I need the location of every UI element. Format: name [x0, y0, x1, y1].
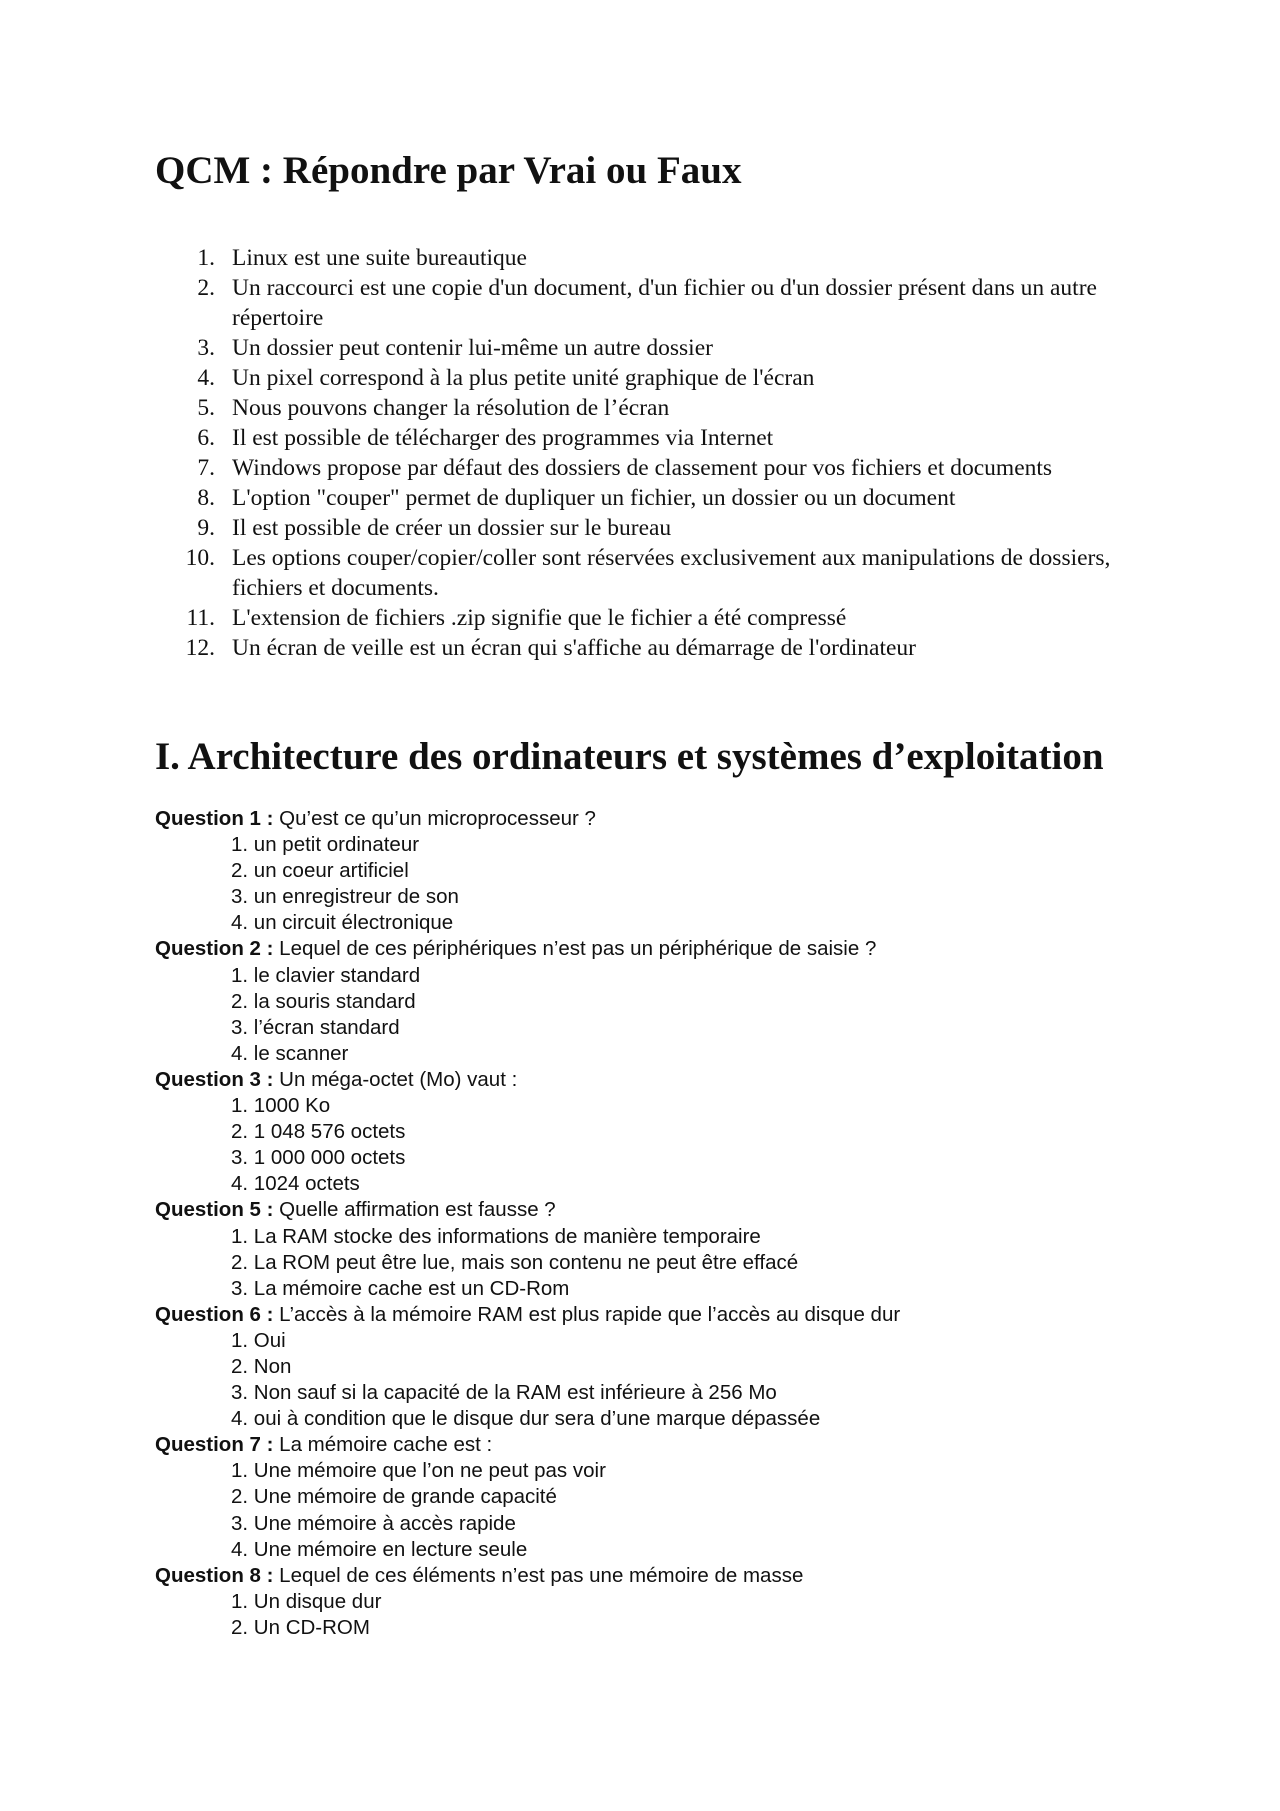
- option: 2. La ROM peut être lue, mais son contenu ne peut être effacé: [231, 1250, 799, 1274]
- list-item: [155, 543, 1155, 603]
- question-line: [155, 1302, 1155, 1328]
- item-text: Windows propose par défaut des dossiers de classement pour vos fichiers et documents: [232, 455, 1053, 481]
- option-list: [155, 1224, 1155, 1302]
- question-line: [155, 1067, 1155, 1093]
- list-item: [155, 273, 1155, 333]
- question-2: [155, 936, 1155, 1066]
- option-list: [155, 832, 1155, 936]
- option: 4. le scanner: [231, 1041, 349, 1065]
- question-text: Un méga-octet (Mo) vaut :: [279, 1067, 518, 1091]
- item-number: 6.: [197, 425, 215, 451]
- option: 2. Une mémoire de grande capacité: [231, 1485, 557, 1509]
- option: 4. 1024 octets: [231, 1172, 360, 1196]
- question-line: [155, 806, 1155, 832]
- option: 4. oui à condition que le disque dur sera d’une marque dépassée: [231, 1407, 821, 1431]
- question-1: [155, 806, 1155, 936]
- option: 4. Une mémoire en lecture seule: [231, 1537, 528, 1561]
- option: 3. La mémoire cache est un CD-Rom: [231, 1276, 570, 1300]
- list-item: [155, 363, 1155, 393]
- item-text: Il est possible de créer un dossier sur le bureau: [232, 515, 672, 541]
- option: 3. 1 000 000 octets: [231, 1146, 406, 1170]
- list-item: [155, 633, 1155, 663]
- question-5: [155, 1197, 1155, 1301]
- question-text: Lequel de ces éléments n’est pas une mémoire de masse: [279, 1563, 804, 1587]
- question-label: Question 3 :: [155, 1067, 274, 1091]
- question-line: [155, 1563, 1155, 1589]
- option: 1. 1000 Ko: [231, 1094, 331, 1118]
- option: 1. La RAM stocke des informations de manière temporaire: [231, 1224, 761, 1248]
- option: 3. l’écran standard: [231, 1015, 400, 1039]
- option-list: [155, 1589, 1155, 1641]
- question-label: Question 2 :: [155, 937, 274, 961]
- list-item: [155, 333, 1155, 363]
- item-text: L'extension de fichiers .zip signifie que le fichier a été compressé: [232, 605, 847, 631]
- question-line: [155, 1197, 1155, 1223]
- mcq-block: [155, 806, 1155, 1641]
- item-number: 1.: [197, 245, 215, 271]
- question-text: L’accès à la mémoire RAM est plus rapide que l’accès au disque dur: [279, 1302, 901, 1326]
- item-text: L'option "couper" permet de dupliquer un fichier, un dossier ou un document: [232, 485, 956, 511]
- item-text: Nous pouvons changer la résolution de l’écran: [232, 395, 670, 421]
- question-text: Quelle affirmation est fausse ?: [279, 1198, 556, 1222]
- item-number: 2.: [197, 275, 215, 301]
- list-item: [155, 453, 1155, 483]
- item-number: 5.: [197, 395, 215, 421]
- item-text: Un dossier peut contenir lui-même un autre dossier: [232, 335, 713, 361]
- question-6: [155, 1302, 1155, 1432]
- question-label: Question 8 :: [155, 1563, 274, 1587]
- item-text: Il est possible de télécharger des programmes via Internet: [232, 425, 774, 451]
- question-line: [155, 936, 1155, 962]
- question-label: Question 7 :: [155, 1433, 274, 1457]
- option: 2. 1 048 576 octets: [231, 1120, 406, 1144]
- option: 1. Une mémoire que l’on ne peut pas voir: [231, 1459, 606, 1483]
- option: 1. un petit ordinateur: [231, 833, 420, 857]
- option: 2. Un CD-ROM: [231, 1615, 370, 1639]
- question-7: [155, 1432, 1155, 1562]
- list-item: [155, 393, 1155, 423]
- question-text: Lequel de ces périphériques n’est pas un périphérique de saisie ?: [279, 937, 877, 961]
- list-item: [155, 603, 1155, 633]
- option: 1. le clavier standard: [231, 963, 421, 987]
- question-3: [155, 1067, 1155, 1197]
- item-number: 7.: [197, 455, 215, 481]
- option: 1. Oui: [231, 1328, 286, 1352]
- option: 2. un coeur artificiel: [231, 859, 409, 883]
- question-8: [155, 1563, 1155, 1641]
- item-text: Un écran de veille est un écran qui s'affiche au démarrage de l'ordinateur: [232, 635, 916, 661]
- item-number: 10.: [185, 545, 215, 571]
- question-text: La mémoire cache est :: [279, 1433, 493, 1457]
- question-label: Question 6 :: [155, 1302, 274, 1326]
- option-list: [155, 1093, 1155, 1197]
- list-item: [155, 243, 1155, 273]
- option: 2. Non: [231, 1354, 292, 1378]
- list-item: [155, 423, 1155, 453]
- item-number: 11.: [186, 605, 215, 631]
- option-list: [155, 1328, 1155, 1432]
- item-number: 4.: [197, 365, 215, 391]
- question-label: Question 1 :: [155, 807, 274, 830]
- item-number: 3.: [197, 335, 215, 361]
- item-number: 12.: [185, 635, 215, 661]
- item-text: Un pixel correspond à la plus petite unité graphique de l'écran: [232, 365, 815, 391]
- section-title-true-false: QCM : Répondre par Vrai ou Faux: [155, 149, 742, 192]
- option-list: [155, 1458, 1155, 1562]
- item-text: Linux est une suite bureautique: [232, 245, 527, 271]
- list-item: [155, 483, 1155, 513]
- item-text: Les options couper/copier/coller sont réservées exclusivement aux manipulations de dossiers, fichiers et documents.: [232, 545, 1111, 601]
- option: 1. Un disque dur: [231, 1589, 382, 1613]
- question-line: [155, 1432, 1155, 1458]
- item-text: Un raccourci est une copie d'un document, d'un fichier ou d'un dossier présent dans un autre répertoire: [232, 275, 1097, 331]
- section-title-architecture: I. Architecture des ordinateurs et systèmes d’exploitation: [155, 735, 1104, 778]
- true-false-list: [155, 243, 1155, 663]
- option: 3. Non sauf si la capacité de la RAM est inférieure à 256 Mo: [231, 1381, 777, 1405]
- option: 3. Une mémoire à accès rapide: [231, 1511, 516, 1535]
- item-number: 9.: [197, 515, 215, 541]
- option-list: [155, 963, 1155, 1067]
- question-text: Qu’est ce qu’un microprocesseur ?: [279, 807, 596, 830]
- option: 2. la souris standard: [231, 989, 416, 1013]
- option: 3. un enregistreur de son: [231, 885, 459, 909]
- item-number: 8.: [197, 485, 215, 511]
- list-item: [155, 513, 1155, 543]
- option: 4. un circuit électronique: [231, 911, 454, 935]
- question-label: Question 5 :: [155, 1198, 274, 1222]
